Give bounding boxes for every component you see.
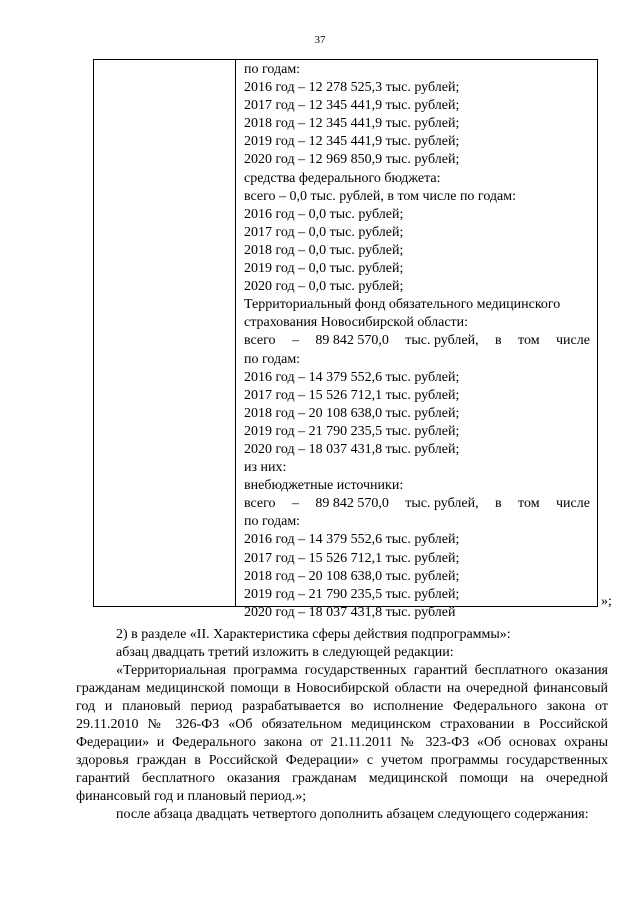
table-line: страхования Новосибирской области: [244, 315, 469, 331]
table-column-divider [235, 60, 236, 606]
table-line: Территориальный фонд обязательного медицинского [244, 297, 561, 313]
table-line-word: всего [244, 496, 276, 512]
table-line: по годам: [244, 514, 301, 530]
table-line: из них: [244, 460, 287, 476]
table-cell-financing [244, 61, 590, 622]
table-line: 2019 год – 12 345 441,9 тыс. рублей; [244, 134, 460, 150]
table-line: 2016 год – 0,0 тыс. рублей; [244, 206, 404, 222]
body-paragraph: «Территориальная программа государственных гарантий бесплатного оказания гражданам медицинской помощи в Новосибирской области на очередной финансовый год и плановый период разрабатывается во исполнение Федерального закона от 29.11.2010 № 326-ФЗ «Об обязательном медицинском страховании в Российской Федерации» и Федерального закона от 21.11.2011 № 323-ФЗ «Об основах охраны здоровья граждан в Российской Федерации» с учетом программы государственных гарантий бесплатного оказания гражданам медицинской помощи на очередной финансовый год и плановый период.»; [76, 663, 608, 804]
table-line-word: тыс. рублей, [405, 496, 479, 512]
table-line: 2019 год – 21 790 235,5 тыс. рублей; [244, 586, 460, 602]
amendment-text [76, 626, 608, 824]
table-line: по годам: [244, 62, 301, 77]
table-line: по годам: [244, 351, 301, 367]
table-line: 2018 год – 20 108 638,0 тыс. рублей; [244, 405, 460, 421]
table-line-word: 89 842 570,0 [315, 496, 389, 512]
page-number: 37 [314, 34, 326, 46]
table-line: 2020 год – 12 969 850,9 тыс. рублей; [244, 152, 460, 168]
table-line: 2020 год – 0,0 тыс. рублей; [244, 279, 404, 295]
table-line-word: всего [244, 333, 276, 349]
table-line: 2019 год – 21 790 235,5 тыс. рублей; [244, 423, 460, 439]
table-line-word: в [495, 496, 502, 512]
table-line [244, 332, 590, 350]
table-line-word: том [518, 333, 540, 349]
body-paragraph: 2) в разделе «II. Характеристика сферы действия подпрограммы»: [116, 627, 511, 642]
program-table [93, 59, 598, 620]
table-line: средства федерального бюджета: [244, 170, 441, 186]
table-line: 2018 год – 0,0 тыс. рублей; [244, 242, 404, 258]
body-paragraph: абзац двадцать третий изложить в следующей редакции: [116, 645, 454, 660]
table-line: 2017 год – 15 526 712,1 тыс. рублей; [244, 550, 460, 566]
table-line: 2016 год – 12 278 525,3 тыс. рублей; [244, 80, 460, 96]
table-line-word: числе [555, 496, 590, 512]
table-line-word: в [495, 333, 502, 349]
table-line: внебюджетные источники: [244, 478, 404, 494]
table-line-word: числе [555, 333, 590, 349]
table-line: 2020 год – 18 037 431,8 тыс. рублей [244, 604, 456, 620]
table-line: 2017 год – 15 526 712,1 тыс. рублей; [244, 387, 460, 403]
body-paragraph: после абзаца двадцать четвертого дополнить абзацем следующего содержания: [116, 807, 589, 822]
table-line: 2018 год – 20 108 638,0 тыс. рублей; [244, 568, 460, 584]
table-line-word: том [518, 496, 540, 512]
table-line: 2016 год – 14 379 552,6 тыс. рублей; [244, 532, 460, 548]
table-line: 2018 год – 12 345 441,9 тыс. рублей; [244, 116, 460, 132]
table-line-word: – [291, 333, 299, 349]
table-line: 2016 год – 14 379 552,6 тыс. рублей; [244, 369, 460, 385]
table-line-word: – [291, 496, 299, 512]
table-line: 2019 год – 0,0 тыс. рублей; [244, 261, 404, 277]
table-line: всего – 0,0 тыс. рублей, в том числе по годам: [244, 188, 517, 204]
table-line-word: тыс. рублей, [405, 333, 479, 349]
table-line [244, 495, 590, 513]
table-line: 2017 год – 12 345 441,9 тыс. рублей; [244, 98, 460, 114]
table-line-word: 89 842 570,0 [315, 333, 389, 349]
table-line: 2017 год – 0,0 тыс. рублей; [244, 224, 404, 240]
table-closing-quote: »; [601, 594, 612, 609]
table-line: 2020 год – 18 037 431,8 тыс. рублей; [244, 441, 460, 457]
